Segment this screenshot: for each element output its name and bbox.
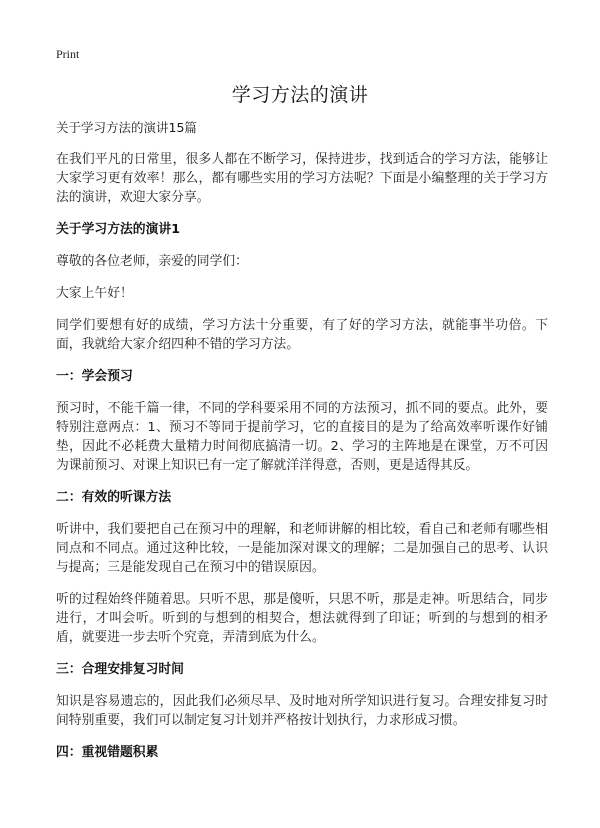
greeting-paragraph: 尊敬的各位老师，亲爱的同学们： — [56, 254, 248, 269]
intro-paragraph: 在我们平凡的日常里，很多人都在不断学习，保持进步，找到适合的学习方法，能够让大家学习更有效率！那么，都有哪些实用的学习方法呢？下面是小编整理的关于学习方法的演讲，欢迎大家分享。 — [56, 152, 548, 205]
section-preview-paragraph: 预习时，不能千篇一律，不同的学科要采用不同的方法预习，抓不同的要点。此外，要特别注意两点：1、预习不等同于提前学习，它的直接目的是为了给高效率听课作好铺垫，因此不必耗费大量精力时间彻底搞清一切。2、学习的主阵地是在课堂，万不可因为课前预习、对课上知识已有一定了解就洋洋得意，否则，更是适得其反。 — [56, 401, 548, 473]
section-listening-paragraph-1: 听讲中，我们要把自己在预习中的理解，和老师讲解的相比较，看自己和老师有哪些相同点和不同点。通过这种比较，一是能加深对课文的理解；二是加强自己的思考、认识与提高；三是能发现自己在预习中的错误原因。 — [56, 522, 548, 575]
section-heading-preview: 一：学会预习 — [56, 369, 133, 384]
document-content — [56, 118, 548, 775]
section-heading-mistakes: 四：重视错题积累 — [56, 745, 159, 760]
opening-paragraph: 同学们要想有好的成绩，学习方法十分重要，有了好的学习方法，就能事半功倍。下面，我就给大家介绍四种不错的学习方法。 — [56, 318, 548, 352]
section-heading-review: 三：合理安排复习时间 — [56, 662, 184, 677]
section-heading-listening: 二：有效的听课方法 — [56, 490, 172, 505]
document-subtitle: 关于学习方法的演讲15篇 — [56, 120, 197, 135]
document-title: 学习方法的演讲 — [231, 84, 369, 106]
section-review-paragraph: 知识是容易遗忘的，因此我们必须尽早、及时地对所学知识进行复习。合理安排复习时间特别重要，我们可以制定复习计划并严格按计划执行，力求形成习惯。 — [56, 694, 548, 728]
section-listening-paragraph-2: 听的过程始终伴随着思。只听不思，那是傻听，只思不听，那是走神。听思结合，同步进行，才叫会听。听到的与想到的相契合，想法就得到了印证；听到的与想到的相矛盾，就要进一步去听个究竟，弄清到底为什么。 — [56, 592, 548, 645]
print-link[interactable]: Print — [56, 47, 80, 61]
hello-paragraph: 大家上午好！ — [56, 286, 133, 301]
speech-heading: 关于学习方法的演讲1 — [56, 222, 181, 237]
